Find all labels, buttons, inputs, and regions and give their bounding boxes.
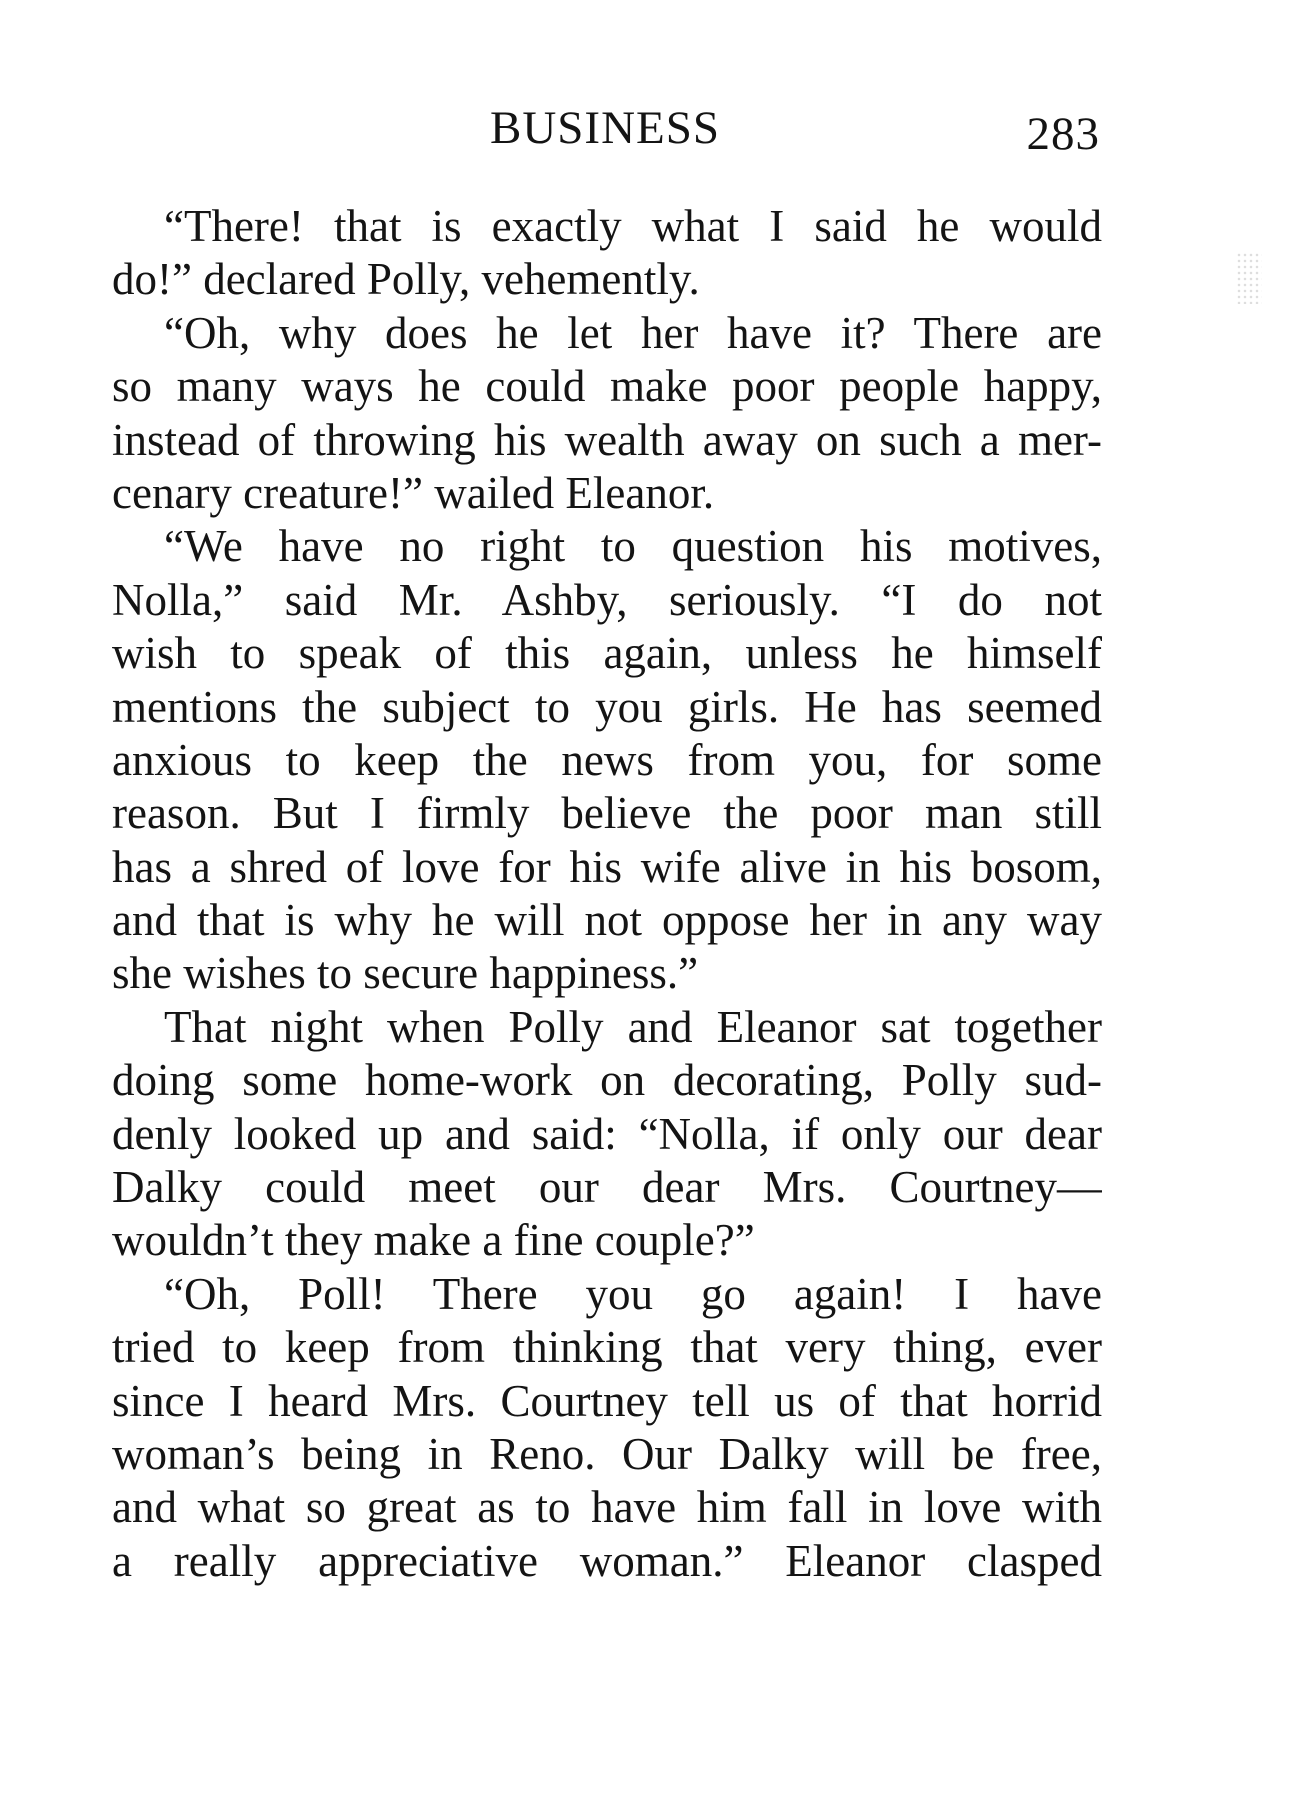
text-line: cenary creature!” wailed Eleanor. xyxy=(112,467,715,518)
text-line: That night when Polly and Eleanor sat together xyxy=(164,1001,1102,1052)
text-line: and what so great as to have him fall in love with xyxy=(112,1482,1102,1533)
paper-speck-decoration xyxy=(1236,252,1262,304)
text-line: “Oh, Poll! There you go again! I have xyxy=(164,1268,1102,1319)
chapter-title: BUSINESS xyxy=(489,102,720,154)
text-line: so many ways he could make poor people happy, xyxy=(112,361,1102,412)
text-line: anxious to keep the news from you, for some xyxy=(112,734,1102,785)
text-line: do!” declared Polly, vehemently. xyxy=(112,254,700,305)
body-text xyxy=(112,200,1102,1588)
page-number: 283 xyxy=(1026,108,1100,160)
text-line: since I heard Mrs. Courtney tell us of that horrid xyxy=(112,1375,1102,1426)
text-line: Nolla,” said Mr. Ashby, seriously. “I do not xyxy=(112,574,1102,625)
text-line: woman’s being in Reno. Our Dalky will be free, xyxy=(112,1428,1102,1479)
text-line: and that is why he will not oppose her in any way xyxy=(112,895,1102,946)
text-line: mentions the subject to you girls. He has seemed xyxy=(112,681,1102,732)
text-line: reason. But I firmly believe the poor man still xyxy=(112,788,1102,839)
text-line: “There! that is exactly what I said he would xyxy=(164,201,1102,251)
text-line: tried to keep from thinking that very thing, ever xyxy=(112,1322,1102,1373)
text-line: Dalky could meet our dear Mrs. Courtney— xyxy=(112,1162,1102,1213)
text-line: denly looked up and said: “Nolla, if only our dear xyxy=(112,1108,1102,1159)
running-head xyxy=(110,98,1100,158)
text-line: has a shred of love for his wife alive in his bosom, xyxy=(112,841,1102,892)
text-line: “Oh, why does he let her have it? There are xyxy=(164,307,1102,358)
text-line: doing some home-work on decorating, Polly sud- xyxy=(112,1055,1102,1106)
text-line: “We have no right to question his motives, xyxy=(164,521,1102,572)
text-line: wouldn’t they make a fine couple?” xyxy=(112,1215,755,1266)
text-line: a really appreciative woman.” Eleanor clasped xyxy=(112,1535,1102,1586)
text-line: wish to speak of this again, unless he himself xyxy=(112,628,1102,679)
text-line: instead of throwing his wealth away on such a mer- xyxy=(112,414,1102,465)
text-line: she wishes to secure happiness.” xyxy=(112,948,699,999)
